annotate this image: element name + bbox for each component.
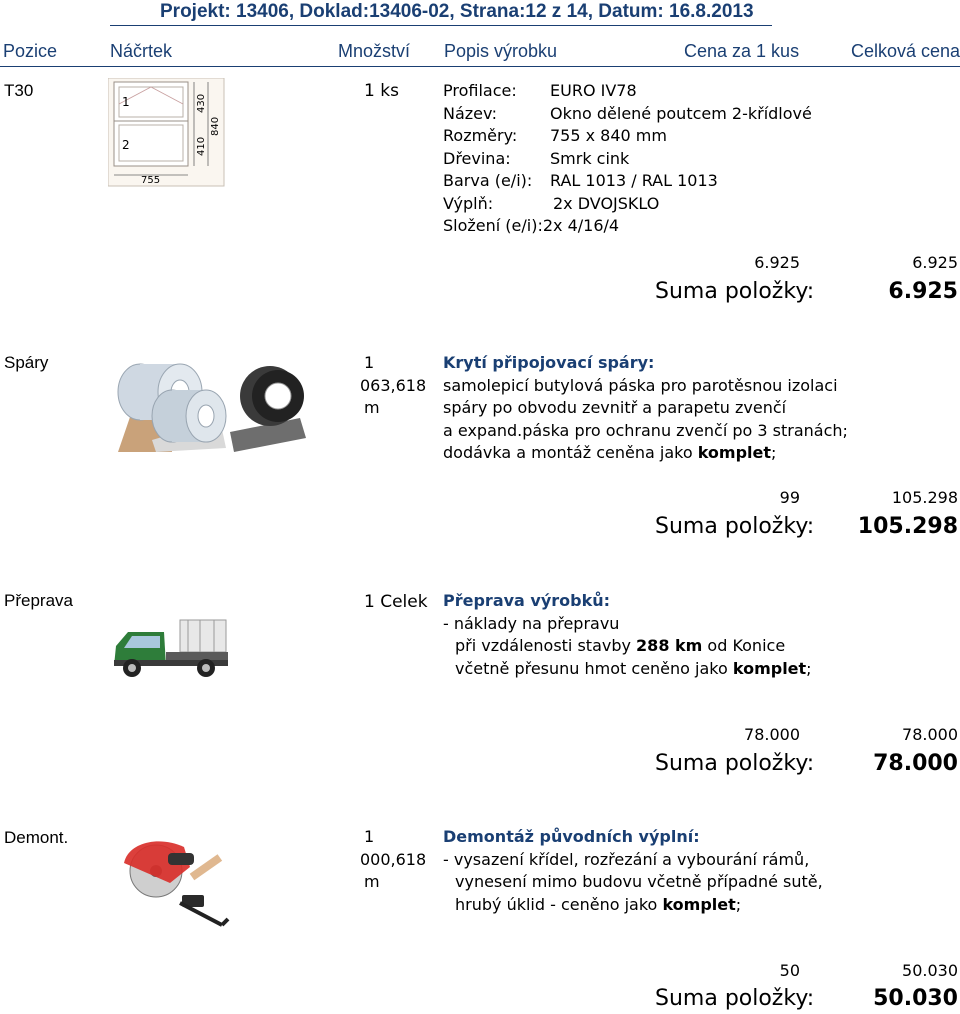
description-line: samolepicí butylová páska pro parotěsnou izolaci	[443, 375, 838, 395]
sum-label: Suma položky:	[655, 279, 815, 304]
sum-value: 78.000	[873, 751, 958, 776]
description-line: spáry po obvodu zevnitř a parapetu zvenčí	[443, 398, 787, 417]
spec-row	[443, 215, 812, 238]
demolition-tools-image	[110, 833, 230, 933]
total-price: 78.000	[902, 725, 958, 744]
item-pozice: Demont.	[4, 828, 69, 847]
item-pozice: T30	[4, 81, 34, 100]
item-mnozstvi	[360, 352, 427, 420]
description-line: - náklady na přepravu	[443, 613, 620, 633]
truck-image	[110, 614, 230, 680]
description-line: - vysazení křídel, rozřezání a vybourání rámů,	[443, 849, 810, 869]
spec-row	[443, 193, 812, 216]
item-mnozstvi: 1 ks	[364, 81, 399, 101]
mnozstvi-line: 000,618	[360, 849, 427, 869]
unit-price: 78.000	[744, 725, 800, 744]
col-celkova: Celková cena	[851, 41, 960, 61]
sum-label: Suma položky:	[655, 986, 815, 1011]
spec-list	[443, 80, 812, 238]
total-price: 105.298	[891, 488, 958, 507]
spec-row	[443, 170, 812, 193]
spec-value: RAL 1013 / RAL 1013	[550, 171, 718, 190]
sum-value: 6.925	[888, 279, 958, 304]
description-title: Krytí připojovací spáry:	[443, 353, 655, 372]
unit-price: 99	[779, 488, 800, 507]
item-description	[443, 352, 848, 465]
item-pozice: Přeprava	[4, 591, 73, 610]
description-title: Přeprava výrobků:	[443, 591, 611, 610]
text-segment-bold: 288 km	[636, 636, 703, 655]
description-line	[443, 635, 812, 658]
spec-row	[443, 125, 812, 148]
spec-label: Výplň:	[443, 193, 494, 213]
item-pozice: Spáry	[4, 353, 49, 372]
sketch-width-label: 755	[141, 175, 161, 186]
text-segment: při vzdálenosti stavby	[455, 636, 637, 655]
spec-label: Barva (e/i):	[443, 171, 533, 190]
description-line	[443, 658, 812, 681]
item-mnozstvi: 1 Celek	[364, 592, 428, 612]
description-line: a expand.páska pro ochranu zvenčí po 3 stranách;	[443, 420, 848, 440]
item-mnozstvi	[360, 826, 427, 894]
text-segment: ;	[771, 443, 777, 462]
spec-row	[443, 148, 812, 171]
spec-label: Složení (e/i):	[443, 216, 543, 235]
mnozstvi-line: 063,618	[360, 375, 427, 395]
text-segment: ;	[735, 894, 742, 914]
sum-value: 105.298	[857, 514, 958, 539]
total-price: 50.030	[902, 961, 958, 980]
unit-price: 6.925	[754, 253, 800, 272]
text-segment-bold: komplet	[732, 658, 807, 678]
col-nacrtek: Náčrtek	[110, 41, 173, 61]
text-segment: dodávka a montáž ceněna jako	[443, 443, 698, 462]
spec-label: Dřevina:	[443, 148, 511, 168]
sum-value: 50.030	[873, 986, 958, 1011]
mnozstvi-line: m	[364, 398, 380, 417]
description-line	[443, 894, 823, 917]
header-underline	[110, 25, 772, 26]
spec-value: 2x DVOJSKLO	[553, 193, 660, 213]
columns-underline	[0, 66, 960, 67]
item-description	[443, 826, 823, 916]
text-segment: hrubý úklid - ceněno jako	[455, 894, 663, 914]
col-mnozstvi: Množství	[338, 41, 411, 61]
mnozstvi-line: 1	[364, 353, 375, 372]
total-price: 6.925	[912, 253, 958, 272]
text-segment: ;	[806, 658, 812, 678]
sketch-dim-410: 410	[196, 136, 207, 156]
mnozstvi-line: m	[364, 872, 380, 891]
item-description	[443, 590, 812, 680]
spec-row	[443, 80, 812, 103]
document-header: Projekt: 13406, Doklad:13406-02, Strana:12 z 14, Datum: 16.8.2013	[160, 1, 754, 22]
spec-label: Rozměry:	[443, 126, 518, 145]
unit-price: 50	[779, 961, 800, 980]
text-segment-bold: komplet	[697, 443, 772, 462]
text-segment: od Konice	[702, 636, 786, 655]
text-segment: včetně přesunu hmot ceněno jako	[455, 658, 733, 678]
spec-value: 755 x 840 mm	[550, 126, 667, 145]
description-line	[443, 442, 848, 465]
mnozstvi-line: 1	[364, 827, 375, 846]
window-sketch	[108, 78, 226, 188]
sketch-pane-bottom: 2	[122, 138, 130, 152]
spec-value: EURO IV78	[550, 81, 637, 100]
description-title: Demontáž původních výplní:	[443, 827, 700, 846]
tape-product-image	[110, 362, 310, 454]
description-line: vynesení mimo budovu včetně případné sutě,	[455, 872, 823, 891]
spec-label: Profilace:	[443, 81, 517, 100]
spec-label: Název:	[443, 103, 497, 123]
spec-value: 2x 4/16/4	[542, 216, 620, 235]
col-cena: Cena za 1 kus	[684, 41, 800, 61]
spec-value: Smrk cink	[550, 148, 630, 168]
spec-value: Okno dělené poutcem 2-křídlové	[550, 103, 812, 123]
text-segment-bold: komplet	[662, 894, 736, 914]
sketch-dim-840: 840	[210, 116, 221, 136]
col-pozice: Pozice	[3, 41, 58, 61]
sum-label: Suma položky:	[655, 751, 815, 776]
col-popis: Popis výrobku	[444, 41, 558, 61]
sketch-dim-430: 430	[196, 93, 207, 113]
sketch-pane-top: 1	[122, 95, 130, 109]
sum-label: Suma položky:	[655, 514, 815, 539]
spec-row	[443, 103, 812, 126]
